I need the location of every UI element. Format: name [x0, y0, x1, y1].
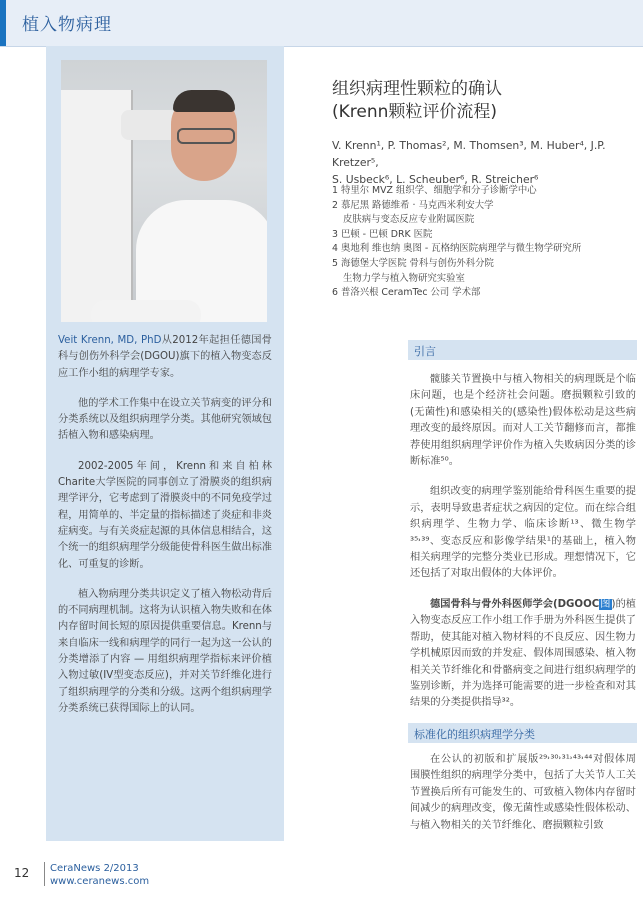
hair-shape	[173, 90, 235, 112]
page-number: 12	[14, 866, 30, 880]
affiliation-item: 3 巴顿 - 巴顿 DRK 医院	[332, 228, 433, 240]
bio-name: Veit Krenn, MD, PhD	[58, 335, 162, 346]
affiliation-item: 4 奥地利 维也纳 奥图 - 瓦格纳医院病理学与微生物学研究所	[332, 243, 582, 255]
affiliation-item: 生物力学与植入物研究实验室	[343, 272, 465, 284]
figure-tag: 图	[600, 598, 611, 610]
affiliation-item: 2 慕尼黑 路德维希 · 马克西米利安大学	[332, 199, 494, 211]
article-title: 组织病理性颗粒的确认 (Krenn颗粒评价流程)	[332, 79, 502, 122]
bio-paragraph-3: 2002-2005年间，Krenn和来自柏林Charite大学医院的同事创立了滑膜炎的组织病理学评分，它考虑到了滑膜炎中的不同免疫学过程，用简单的、半定量的指标描述了炎症和非炎症病变。与有关炎症起源的具体信息相结合，这个统一的组织病理学分级能使骨科医生做出标准化、可重复的诊断。	[58, 460, 272, 570]
intro-paragraph-1: 髋膝关节置换中与植入物相关的病理既是个临床问题，也是个经济社会问题。磨损颗粒引致的(无菌性)和感染相关的(感染性)假体松动是这些病理改变的最终原因。而对人工关节翻修而言，都推荐使用组织病理学评价作为植入失败病因分类的诊断标准⁵⁰。	[410, 374, 636, 468]
affiliation-item: 5 海德堡大学医院 骨科与创伤外科分院	[332, 257, 494, 269]
glasses-shape	[177, 128, 235, 144]
affiliation-item: 1 特里尔 MVZ 组织学、细胞学和分子诊断学中心	[332, 185, 537, 196]
intro-paragraph-3: 德国骨科与骨外科医师学会(DGOOC图)的植入物变态反应工作小组工作手册为外科医生提供了帮助，使其能对植入物材料的不良反应、因生物力学机械原因而致的并发症、假体周围感染、植入物相关关节纤维化和骨骼病变之间进行组织病理学的鉴别诊断，并为选择可能需要的进一步检查和对其结果的分类提供指导³²。	[410, 598, 636, 709]
intro-heading-bar	[408, 340, 637, 360]
author-list: V. Krenn¹, P. Thomas², M. Thomsen³, M. Huber⁴, J.P. Kretzer⁵, S. Usbeck⁶, L. Scheuber⁶, R. Streicher⁶	[332, 139, 606, 186]
classification-heading-bar	[408, 723, 637, 743]
intro-heading: 引言	[414, 345, 436, 358]
bio-paragraph-2: 他的学术工作集中在设立关节病变的评分和分类系统以及组织病理学分类。其他研究领域包括植入物和感染病理。	[58, 397, 272, 442]
magazine-website: www.ceranews.com	[50, 876, 150, 887]
intro-paragraph-2: 组织改变的病理学鉴别能给骨科医生重要的提示，表明导致患者症状之病因的定位。而在综合组织病理学、生物力学、临床诊断¹³、微生物学³⁵˒³⁹、变态反应和影像学结果¹的基础上，植入物相关病理学的完整分类业已形成。理想情况下，它还包括了对取出假体的大体评价。	[410, 486, 636, 580]
page-header	[0, 0, 643, 46]
bio-text	[58, 333, 272, 731]
affiliation-item: 皮肤病与变态反应专业附属医院	[343, 214, 475, 226]
classification-paragraph-1: 在公认的初版和扩展版²⁹˒³⁰˒³¹˒⁴³˒⁴⁴对假体周围膜性组织的病理学分类中，包括了大关节人工关节置换后所有可能发生的、可致植入物体内存留时间减少的病理改变，像无菌性或感染性假体松动、与植入物相关的关节纤维化、磨损颗粒引致	[410, 754, 636, 831]
magazine-issue: CeraNews 2/2013	[50, 863, 139, 874]
footer-publication	[50, 862, 149, 888]
classification-text	[410, 752, 636, 848]
classification-heading: 标准化的组织病理学分类	[414, 728, 535, 741]
header-accent-bar	[0, 0, 6, 46]
author-photo	[61, 60, 267, 322]
footer-divider	[44, 862, 45, 886]
section-title: 植入物病理	[22, 15, 112, 35]
bio-paragraph-1: Veit Krenn, MD, PhD从2012年起担任德国骨科与创伤外科学会(DGOU)旗下的植入物变态反应工作小组的病理学专家。	[58, 335, 272, 379]
arm-shape	[91, 300, 201, 322]
affiliation-item: 6 普洛兴根 CeramTec 公司 学术部	[332, 287, 481, 299]
bio-paragraph-4: 植入物病理分类共识定义了植入物松动背后的不同病理机制。这将为认识植入物失败和在体内存留时间长短的原因提供重要信息。Krenn与来自临床一线和病理学的同行一起为这一公认的分类增添了内容 — 用组织病理学指标来评价植入物过敏(IV型变态反应)，并对关节纤维化进行了组织病理学的分类和分级。这两个组织病理学分类系统已获得国际上的认同。	[58, 588, 272, 714]
affiliation-list	[332, 184, 632, 301]
intro-text	[410, 372, 636, 726]
